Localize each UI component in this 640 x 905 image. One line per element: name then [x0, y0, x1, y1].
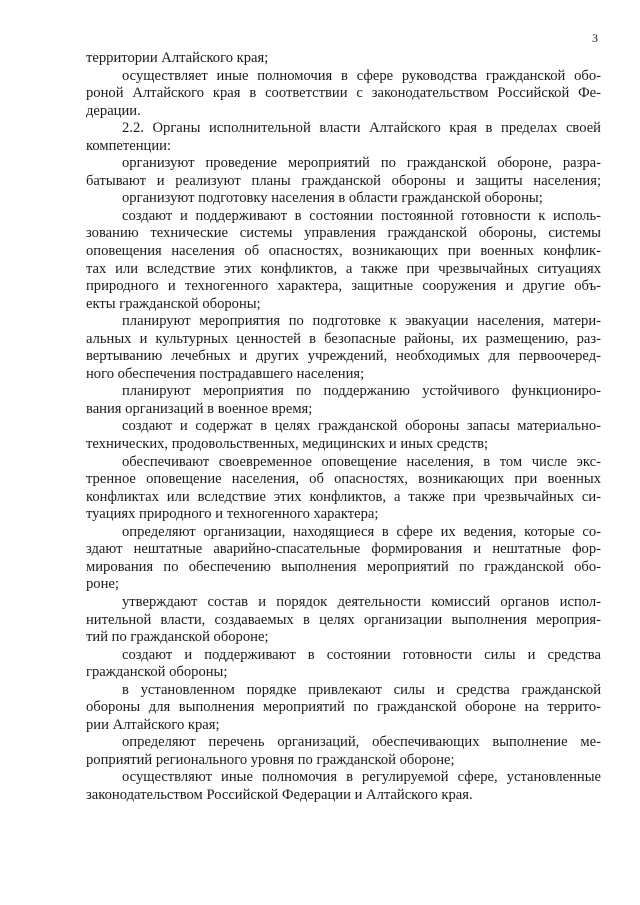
text-line: тах или вследствие этих конфликтов, а также при чрезвычайных ситуациях	[86, 260, 601, 277]
text-line: обеспечивают своевременное оповещение населения, в том числе экс-	[122, 453, 601, 470]
text-line: компетенции:	[86, 137, 172, 154]
text-line: вертыванию лечебных и других учреждений, необходимых для первоочеред-	[86, 348, 601, 365]
text-line: мирования по обеспечению выполнения мероприятий по гражданской обо-	[86, 558, 601, 575]
text-line: роприятий регионального уровня по гражданской обороне;	[86, 751, 455, 768]
text-line: оповещения населения об опасностях, возникающих при военных конфлик-	[86, 243, 601, 260]
text-line: гражданской обороны;	[86, 664, 228, 681]
text-line: обороны для выполнения мероприятий по гражданской обороне на террито-	[86, 699, 601, 716]
text-line: рии Алтайского края;	[86, 716, 220, 733]
text-line: роне;	[86, 576, 119, 593]
text-line: технических, продовольственных, медицинских и иных средств;	[86, 436, 489, 453]
text-line: территории Алтайского края;	[86, 50, 269, 66]
text-line: создают и поддерживают в состоянии постоянной готовности к исполь-	[122, 207, 601, 224]
text-line: утверждают состав и порядок деятельности комиссий органов испол-	[122, 593, 601, 610]
text-line: планируют мероприятия по подготовке к эвакуации населения, матери-	[122, 313, 601, 330]
text-line: создают и содержат в целях гражданской обороны запасы материально-	[122, 418, 601, 435]
text-line: конфликтах или вследствие этих конфликтов, а также при чрезвычайных си-	[86, 488, 601, 505]
text-line: определяют перечень организаций, обеспечивающих выполнение ме-	[122, 734, 601, 751]
text-line: альных и культурных ценностей в безопасные районы, их размещению, раз-	[86, 330, 601, 347]
text-line: екты гражданской обороны;	[86, 295, 261, 312]
text-line: в установленном порядке привлекают силы и средства гражданской	[122, 681, 601, 698]
text-line: нительной власти, создаваемых в целях организации выполнения мероприя-	[86, 611, 601, 628]
document-body	[86, 50, 601, 805]
text-line: природного и техногенного характера, защитные сооружения и другие объ-	[86, 278, 601, 295]
text-line: создают и поддерживают в состоянии готовности силы и средства	[122, 646, 601, 663]
text-line: осуществляет иные полномочия в сфере руководства гражданской обо-	[122, 67, 601, 84]
text-line: тий по гражданской обороне;	[86, 629, 269, 646]
text-line: осуществляют иные полномочия в регулируемой сфере, установленные	[122, 769, 601, 786]
text-line: батывают и реализуют планы гражданской обороны и защиты населения;	[86, 172, 601, 189]
text-line: здают нештатные аварийно-спасательные формирования и нештатные фор-	[86, 541, 601, 558]
text-line: вания организаций в военное время;	[86, 400, 313, 417]
text-line: роной Алтайского края в соответствии с законодательством Российской Фе-	[86, 85, 601, 102]
text-line: определяют организации, находящиеся в сфере их ведения, которые со-	[122, 523, 601, 540]
text-line: тренное оповещение населения, об опасностях, возникающих при военных	[86, 471, 601, 488]
text-line: организуют проведение мероприятий по гражданской обороне, разра-	[122, 155, 601, 172]
text-line: 2.2. Органы исполнительной власти Алтайского края в пределах своей	[122, 120, 601, 137]
text-line: зованию технические системы управления гражданской обороны, системы	[86, 225, 601, 242]
text-line: дерации.	[86, 102, 141, 119]
text-line: ного обеспечения пострадавшего населения;	[86, 365, 365, 382]
text-line: туациях природного и техногенного характера;	[86, 506, 379, 523]
text-line: законодательством Российской Федерации и Алтайского края.	[86, 786, 473, 803]
page-number: 3	[592, 31, 598, 45]
text-line: организуют подготовку населения в области гражданской обороны;	[122, 190, 543, 207]
text-line: планируют мероприятия по поддержанию устойчивого функциониро-	[122, 383, 601, 400]
